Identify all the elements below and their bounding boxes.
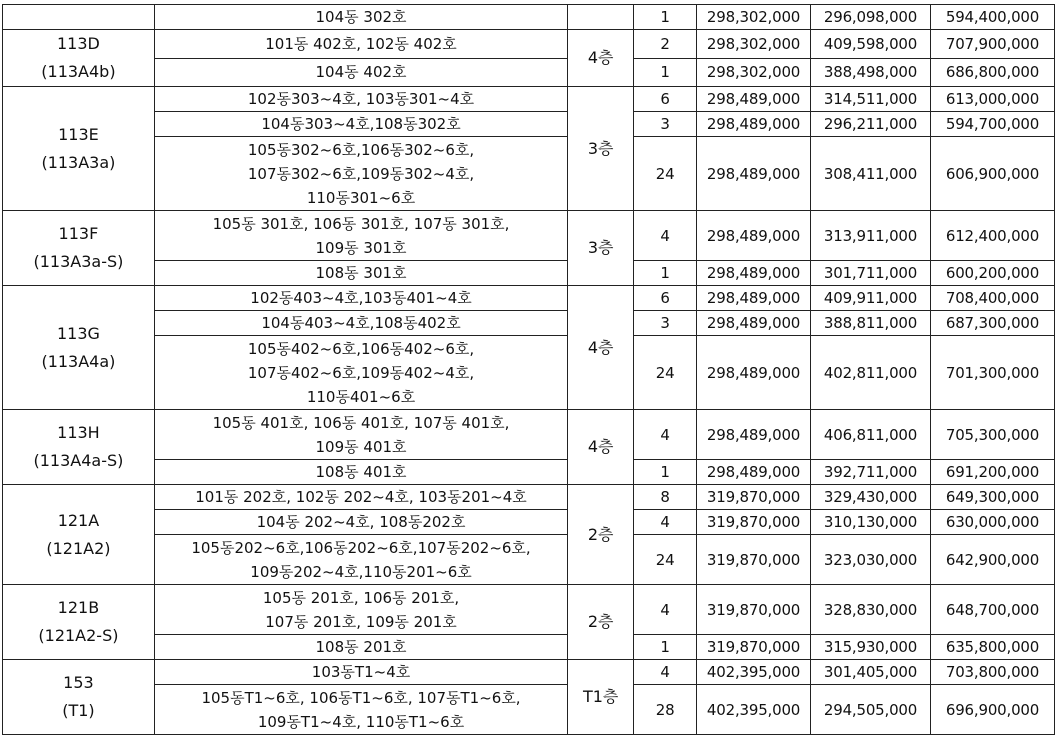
housing-type-model: (121A2) [46, 538, 111, 558]
land-price-cell: 298,489,000 [697, 311, 811, 336]
land-price-cell: 298,302,000 [697, 58, 811, 87]
unit-count-cell: 4 [634, 585, 697, 635]
land-price-cell: 298,489,000 [697, 87, 811, 112]
land-price-cell: 298,302,000 [697, 30, 811, 59]
table-row [3, 660, 1055, 685]
unit-list-cell [154, 286, 567, 311]
unit-count-cell: 24 [634, 535, 697, 585]
land-price-cell: 298,489,000 [697, 286, 811, 311]
unit-list-cell [154, 635, 567, 660]
unit-count-cell: 3 [634, 311, 697, 336]
building-price-cell: 301,711,000 [811, 261, 931, 286]
unit-count-cell: 8 [634, 485, 697, 510]
floor-cell: 4층 [568, 410, 634, 485]
unit-list-cell [154, 5, 567, 30]
unit-list-line: 104동 402호 [315, 63, 407, 82]
total-price-cell: 708,400,000 [930, 286, 1054, 311]
table-row [3, 510, 1055, 535]
floor-cell: 2층 [568, 585, 634, 660]
unit-list-line: 102동303~4호, 103동301~4호 [247, 90, 475, 108]
housing-type-model: (113A3a) [41, 152, 116, 172]
table-row [3, 410, 1055, 460]
unit-count-cell: 4 [634, 510, 697, 535]
table-row [3, 5, 1055, 30]
total-price-cell: 635,800,000 [930, 635, 1054, 660]
total-price-cell: 701,300,000 [930, 336, 1054, 410]
unit-list-line: 108동 301호 [315, 264, 407, 282]
unit-list-line: 101동 202호, 102동 202~4호, 103동201~4호 [195, 488, 527, 506]
housing-type-model: (121A2-S) [38, 626, 119, 645]
unit-list-line: 105동 301호, 106동 301호, 107동 301호, [212, 214, 510, 233]
unit-list-line: 110동401~6호 [306, 387, 416, 406]
housing-type-cell [3, 286, 155, 410]
building-price-cell: 323,030,000 [811, 535, 931, 585]
housing-type-code: 113G [56, 323, 100, 343]
unit-list-line: 104동 202~4호, 108동202호 [256, 513, 466, 531]
building-price-cell: 409,598,000 [811, 30, 931, 59]
total-price-cell: 705,300,000 [930, 410, 1054, 460]
total-price-cell: 703,800,000 [930, 660, 1054, 685]
unit-list-line: 109동202~4호,110동201~6호 [250, 562, 472, 581]
table-row [3, 485, 1055, 510]
housing-type-code: 153 [63, 673, 94, 692]
unit-list-cell [154, 30, 567, 59]
unit-list-line: 108동 401호 [315, 463, 407, 481]
land-price-cell: 402,395,000 [697, 660, 811, 685]
unit-count-cell: 1 [634, 5, 697, 30]
floor-cell: 3층 [568, 87, 634, 211]
table-row [3, 211, 1055, 261]
land-price-cell: 319,870,000 [697, 535, 811, 585]
housing-type-model: (T1) [62, 701, 95, 720]
unit-list-line: 110동301~6호 [306, 188, 416, 207]
building-price-cell: 409,911,000 [811, 286, 931, 311]
housing-type-cell [3, 410, 155, 485]
unit-list-cell [154, 58, 567, 87]
unit-count-cell: 28 [634, 685, 697, 735]
unit-count-cell: 4 [634, 410, 697, 460]
building-price-cell: 315,930,000 [811, 635, 931, 660]
total-price-cell: 630,000,000 [930, 510, 1054, 535]
land-price-cell: 298,302,000 [697, 5, 811, 30]
land-price-cell: 298,489,000 [697, 460, 811, 485]
building-price-cell: 328,830,000 [811, 585, 931, 635]
housing-type-model: (113A3a-S) [33, 252, 124, 271]
total-price-cell: 594,700,000 [930, 112, 1054, 137]
unit-list-line: 109동 401호 [315, 437, 407, 456]
total-price-cell: 600,200,000 [930, 261, 1054, 286]
housing-type-code: 121B [57, 598, 100, 617]
table-row [3, 460, 1055, 485]
table-row [3, 261, 1055, 286]
building-price-cell: 310,130,000 [811, 510, 931, 535]
land-price-cell: 298,489,000 [697, 410, 811, 460]
building-price-cell: 388,811,000 [811, 311, 931, 336]
table-row [3, 87, 1055, 112]
unit-list-line: 101동 402호, 102동 402호 [265, 34, 457, 53]
housing-type-cell [3, 660, 155, 735]
unit-count-cell: 1 [634, 635, 697, 660]
land-price-cell: 319,870,000 [697, 635, 811, 660]
unit-list-line: 107동402~6호,109동402~4호, [247, 363, 475, 382]
unit-count-cell: 2 [634, 30, 697, 59]
land-price-cell: 298,489,000 [697, 112, 811, 137]
housing-type-code: 113F [58, 224, 99, 243]
building-price-cell: 406,811,000 [811, 410, 931, 460]
building-price-cell: 296,211,000 [811, 112, 931, 137]
housing-type-model: (113A4a) [41, 351, 116, 371]
table-row [3, 286, 1055, 311]
land-price-cell: 319,870,000 [697, 585, 811, 635]
housing-type-code: 113E [58, 124, 99, 144]
unit-list-line: 104동 302호 [315, 8, 407, 26]
unit-list-cell [154, 535, 567, 585]
table-row [3, 336, 1055, 410]
unit-list-line: 108동 201호 [315, 638, 407, 656]
land-price-cell: 298,489,000 [697, 261, 811, 286]
table-row [3, 58, 1055, 87]
unit-list-cell [154, 660, 567, 685]
total-price-cell: 648,700,000 [930, 585, 1054, 635]
unit-list-line: 109동T1~4호, 110동T1~6호 [257, 712, 465, 731]
unit-list-cell [154, 311, 567, 336]
total-price-cell: 594,400,000 [930, 5, 1054, 30]
table-row [3, 30, 1055, 59]
unit-count-cell: 1 [634, 460, 697, 485]
housing-type-cell [3, 485, 155, 585]
table-row [3, 137, 1055, 211]
total-price-cell: 613,000,000 [930, 87, 1054, 112]
housing-type-cell [3, 5, 155, 30]
building-price-cell: 388,498,000 [811, 58, 931, 87]
total-price-cell: 707,900,000 [930, 30, 1054, 59]
unit-count-cell: 3 [634, 112, 697, 137]
building-price-cell: 308,411,000 [811, 137, 931, 211]
unit-list-cell [154, 685, 567, 735]
land-price-cell: 298,489,000 [697, 211, 811, 261]
total-price-cell: 642,900,000 [930, 535, 1054, 585]
floor-cell: 4층 [568, 30, 634, 87]
unit-count-cell: 1 [634, 261, 697, 286]
floor-cell: 3층 [568, 211, 634, 286]
unit-list-cell [154, 510, 567, 535]
unit-list-line: 105동 401호, 106동 401호, 107동 401호, [212, 413, 510, 432]
housing-type-cell [3, 585, 155, 660]
unit-count-cell: 4 [634, 211, 697, 261]
building-price-cell: 296,098,000 [811, 5, 931, 30]
table-row [3, 635, 1055, 660]
unit-list-line: 105동302~6호,106동302~6호, [247, 140, 475, 159]
total-price-cell: 691,200,000 [930, 460, 1054, 485]
unit-list-line: 104동403~4호,108동402호 [261, 314, 461, 332]
unit-list-line: 105동202~6호,106동202~6호,107동202~6호, [191, 538, 531, 557]
unit-count-cell: 6 [634, 286, 697, 311]
land-price-cell: 298,489,000 [697, 336, 811, 410]
unit-list-line: 107동 201호, 109동 201호 [265, 612, 457, 631]
building-price-cell: 392,711,000 [811, 460, 931, 485]
unit-list-cell [154, 336, 567, 410]
floor-cell: 4층 [568, 286, 634, 410]
total-price-cell: 686,800,000 [930, 58, 1054, 87]
building-price-cell: 313,911,000 [811, 211, 931, 261]
housing-type-code: 113H [57, 423, 100, 442]
unit-list-line: 103동T1~4호 [311, 663, 411, 681]
building-price-cell: 294,505,000 [811, 685, 931, 735]
building-price-cell: 329,430,000 [811, 485, 931, 510]
housing-type-cell [3, 87, 155, 211]
total-price-cell: 687,300,000 [930, 311, 1054, 336]
price-table [2, 4, 1055, 735]
total-price-cell: 612,400,000 [930, 211, 1054, 261]
housing-type-model: (113A4a-S) [33, 451, 124, 470]
unit-list-cell [154, 485, 567, 510]
table-row [3, 535, 1055, 585]
unit-list-line: 105동T1~6호, 106동T1~6호, 107동T1~6호, [201, 688, 521, 707]
table-row [3, 311, 1055, 336]
unit-count-cell: 1 [634, 58, 697, 87]
land-price-cell: 402,395,000 [697, 685, 811, 735]
table-row [3, 585, 1055, 635]
housing-type-code: 121A [57, 510, 100, 530]
floor-cell: 2층 [568, 485, 634, 585]
unit-list-cell [154, 87, 567, 112]
building-price-cell: 314,511,000 [811, 87, 931, 112]
building-price-cell: 301,405,000 [811, 660, 931, 685]
unit-list-line: 105동402~6호,106동402~6호, [247, 339, 475, 358]
land-price-cell: 298,489,000 [697, 137, 811, 211]
unit-list-cell [154, 112, 567, 137]
unit-list-cell [154, 585, 567, 635]
land-price-cell: 319,870,000 [697, 510, 811, 535]
unit-list-cell [154, 261, 567, 286]
unit-list-line: 109동 301호 [315, 238, 407, 257]
unit-count-cell: 6 [634, 87, 697, 112]
unit-list-line: 102동403~4호,103동401~4호 [250, 289, 472, 307]
floor-cell: T1층 [568, 660, 634, 735]
table-row [3, 685, 1055, 735]
unit-list-cell [154, 211, 567, 261]
unit-list-cell [154, 460, 567, 485]
table-row [3, 112, 1055, 137]
land-price-cell: 319,870,000 [697, 485, 811, 510]
housing-type-cell [3, 211, 155, 286]
unit-count-cell: 24 [634, 336, 697, 410]
unit-count-cell: 24 [634, 137, 697, 211]
total-price-cell: 606,900,000 [930, 137, 1054, 211]
housing-type-model: (113A4b) [41, 62, 116, 81]
floor-cell [568, 5, 634, 30]
total-price-cell: 696,900,000 [930, 685, 1054, 735]
unit-list-line: 104동303~4호,108동302호 [261, 115, 461, 133]
unit-list-cell [154, 137, 567, 211]
unit-list-line: 107동302~6호,109동302~4호, [247, 164, 475, 183]
housing-type-cell [3, 30, 155, 87]
unit-count-cell: 4 [634, 660, 697, 685]
housing-type-code: 113D [57, 34, 100, 53]
unit-list-line: 105동 201호, 106동 201호, [262, 588, 460, 607]
unit-list-cell [154, 410, 567, 460]
total-price-cell: 649,300,000 [930, 485, 1054, 510]
price-table-body [3, 5, 1055, 735]
building-price-cell: 402,811,000 [811, 336, 931, 410]
